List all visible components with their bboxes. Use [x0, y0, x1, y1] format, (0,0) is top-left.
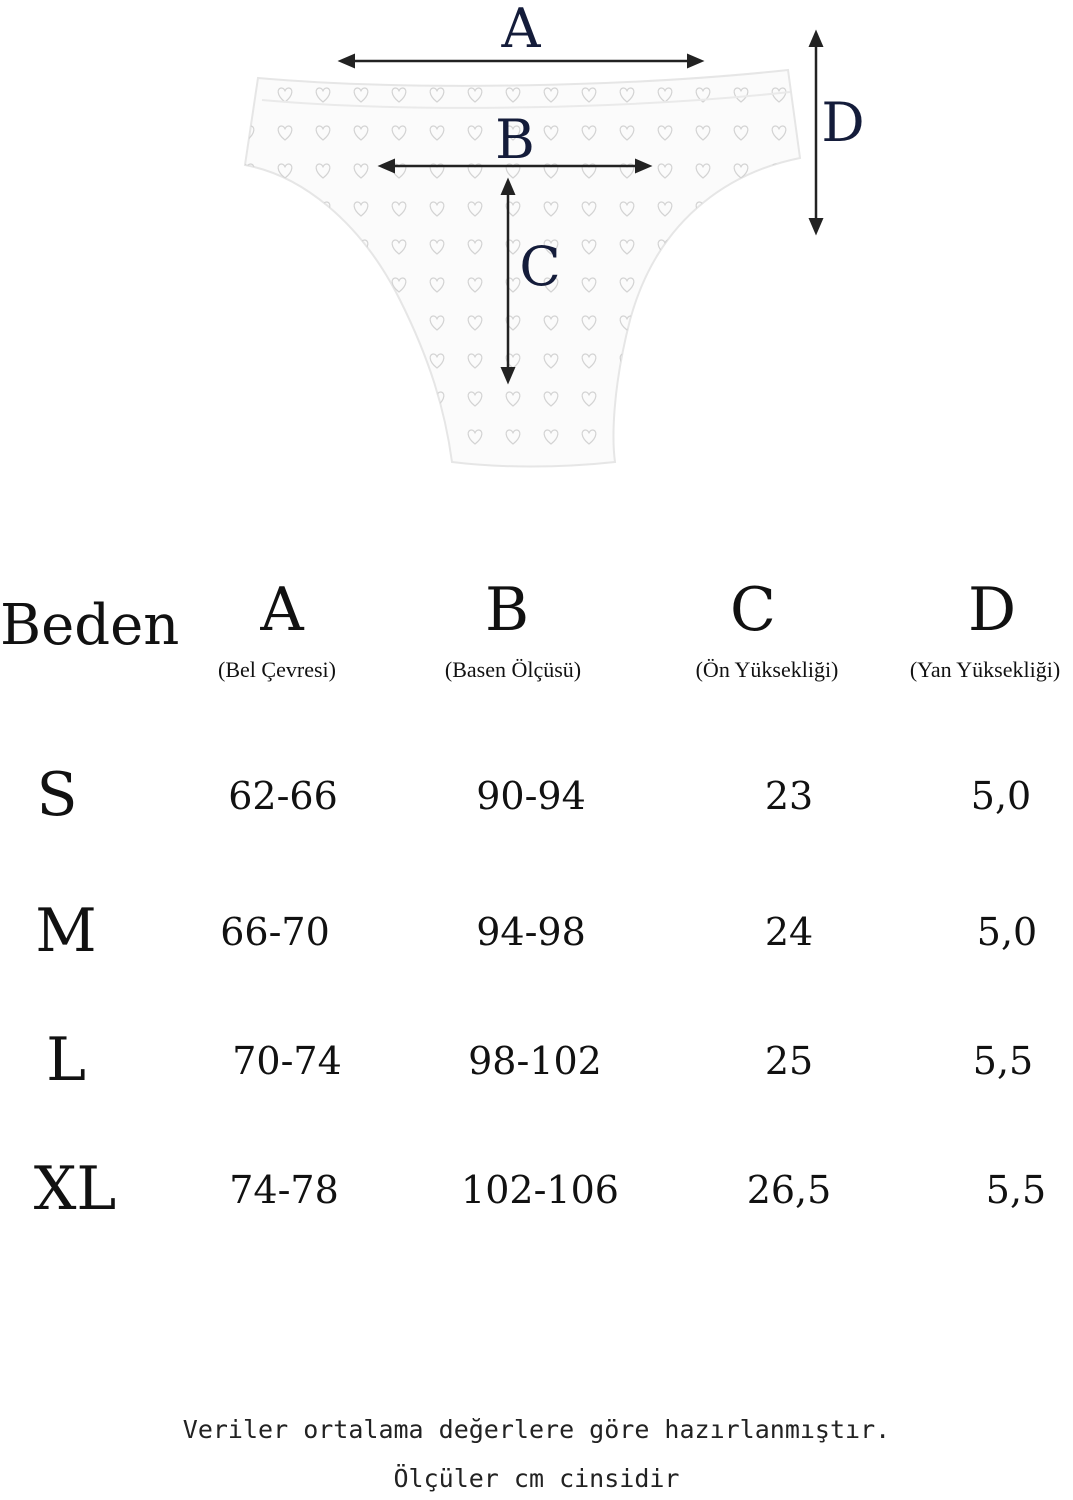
- column-header-d: D: [967, 575, 1017, 645]
- measure-label-a: A: [501, 0, 541, 60]
- units-note: Ölçüler cm cinsidir: [393, 1464, 680, 1493]
- size-column-header: Beden: [0, 593, 180, 658]
- column-header-c: C: [730, 575, 776, 645]
- cell-d: 5,0: [970, 774, 1032, 818]
- size-label: XL: [33, 1154, 117, 1224]
- cell-b: 94-98: [476, 910, 586, 954]
- size-label: M: [35, 896, 97, 966]
- cell-d: 5,5: [985, 1168, 1047, 1212]
- cell-c: 25: [764, 1039, 814, 1083]
- cell-d: 5,5: [972, 1039, 1034, 1083]
- column-header-a: A: [260, 575, 304, 645]
- cell-b: 98-102: [468, 1039, 602, 1083]
- column-header-b: B: [484, 575, 530, 645]
- cell-c: 26,5: [746, 1168, 832, 1212]
- cell-a: 74-78: [229, 1168, 339, 1212]
- cell-c: 23: [764, 774, 814, 818]
- column-desc-d: (Yan Yüksekliği): [909, 657, 1061, 682]
- cell-a: 70-74: [232, 1039, 342, 1083]
- average-values-note: Veriler ortalama değerlere göre hazırlanmıştır.: [182, 1415, 891, 1444]
- cell-d: 5,0: [976, 910, 1038, 954]
- cell-b: 102-106: [461, 1168, 619, 1212]
- cell-c: 24: [764, 910, 814, 954]
- column-desc-a: (Bel Çevresi): [218, 657, 336, 682]
- measure-label-c: C: [519, 235, 561, 298]
- measure-label-b: B: [495, 108, 535, 171]
- cell-a: 62-66: [228, 774, 338, 818]
- column-desc-b: (Basen Ölçüsü): [444, 657, 582, 682]
- cell-a: 66-70: [220, 910, 330, 954]
- cell-b: 90-94: [476, 774, 586, 818]
- measure-label-d: D: [821, 91, 865, 154]
- size-label: L: [46, 1025, 86, 1095]
- column-desc-c: (Ön Yüksekliği): [695, 657, 839, 682]
- size-label: S: [36, 760, 78, 830]
